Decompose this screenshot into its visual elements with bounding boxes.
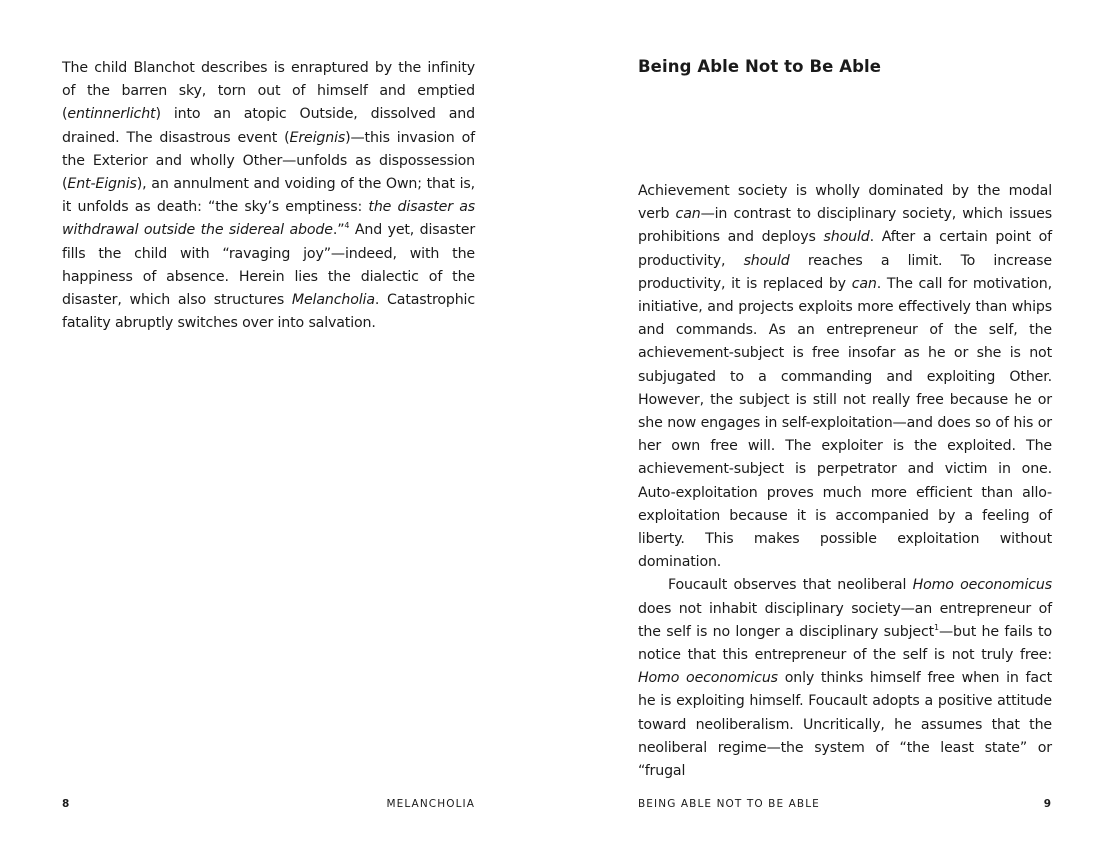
running-head: BEING ABLE NOT TO BE ABLE — [638, 798, 820, 810]
left-page-text — [62, 57, 475, 335]
italic-text: entinnerlicht — [67, 106, 156, 123]
text-run: reaches a limit. To increase productivity, it is replaced by — [638, 252, 1052, 292]
italic-text: can — [675, 206, 701, 223]
text-run: )—this invasion of the Exterior and wholly Other—unfolds as dispossession ( — [62, 129, 475, 193]
footnote-marker: 1 — [934, 622, 939, 632]
italic-text: Ereignis — [289, 129, 346, 146]
text-run: does not inhabit disciplinary society—an entrepreneur of the self is no longer a disciplinary subject — [638, 600, 1052, 640]
left-page — [0, 0, 556, 866]
text-run: . After a certain point of productivity, — [638, 229, 1052, 269]
running-head: MELANCHOLIA — [386, 798, 475, 810]
right-page-text — [638, 180, 1052, 783]
text-run: .” — [332, 222, 345, 239]
page-number: 9 — [1043, 798, 1051, 810]
italic-text: should — [823, 229, 870, 246]
italic-text: can — [851, 275, 877, 292]
italic-text: should — [743, 252, 790, 269]
text-run: ), an annulment and voiding of the Own; that is, it unfolds as death: “the sky’s emptiness: — [62, 176, 475, 216]
italic-text: Ent-Eignis — [67, 176, 137, 193]
chapter-title: Being Able Not to Be Able — [638, 57, 882, 76]
page-number: 8 — [62, 798, 70, 810]
footnote-marker: 4 — [344, 221, 350, 231]
text-run: The child Blanchot describes is enraptured by the infinity of the barren sky, torn out of himself and emptied ( — [62, 60, 475, 123]
text-run: . The call for motivation, initiative, and projects exploits more effectively than whips and commands. As an entrepreneur of the self, the achievement-subject is free insofar as he or she is not subjugated to a commanding and exploiting Other. However, the subject is still not really free because he or she now engages in self-exploitation—and does so of his or her own free will. The exploiter is the exploited. The achievement-subject is perpetrator and victim in one. Auto-exploitation proves much more efficient than allo-exploitation because it is accompanied by a feeling of liberty. This makes possible exploitation without domination. — [638, 275, 1052, 571]
italic-text: the disaster as withdrawal outside the sidereal abode — [62, 199, 475, 239]
paragraph — [638, 180, 1052, 574]
text-run: ) into an atopic Outside, dissolved and drained. The disastrous event ( — [62, 106, 475, 146]
text-run: Foucault observes that neoliberal — [668, 577, 913, 594]
text-run: —but he fails to notice that this entrepreneur of the self is not truly free: — [638, 623, 1052, 664]
italic-text: Homo oeconomicus — [638, 670, 778, 687]
text-run: only thinks himself free when in fact he is exploiting himself. Foucault adopts a positive attitude toward neoliberalism. Uncritically, he assumes that the neoliberal regime—the system of “the least state” or “frugal — [638, 670, 1053, 780]
italic-text: Homo oeconomicus — [912, 577, 1052, 594]
text-run: . Catastrophic fatality abruptly switches over into salvation. — [62, 292, 475, 332]
paragraph — [62, 57, 475, 335]
text-run: —in contrast to disciplinary society, which issues prohibitions and deploys — [638, 206, 1052, 246]
text-run: And yet, disaster fills the child with “ravaging joy”—indeed, with the happiness of absence. Herein lies the dialectic of the disaster, which also structures — [62, 222, 475, 309]
italic-text: Melancholia — [291, 292, 375, 309]
paragraph — [638, 574, 1052, 783]
text-run: Achievement society is wholly dominated by the modal verb — [638, 183, 1052, 223]
right-page — [556, 0, 1113, 866]
